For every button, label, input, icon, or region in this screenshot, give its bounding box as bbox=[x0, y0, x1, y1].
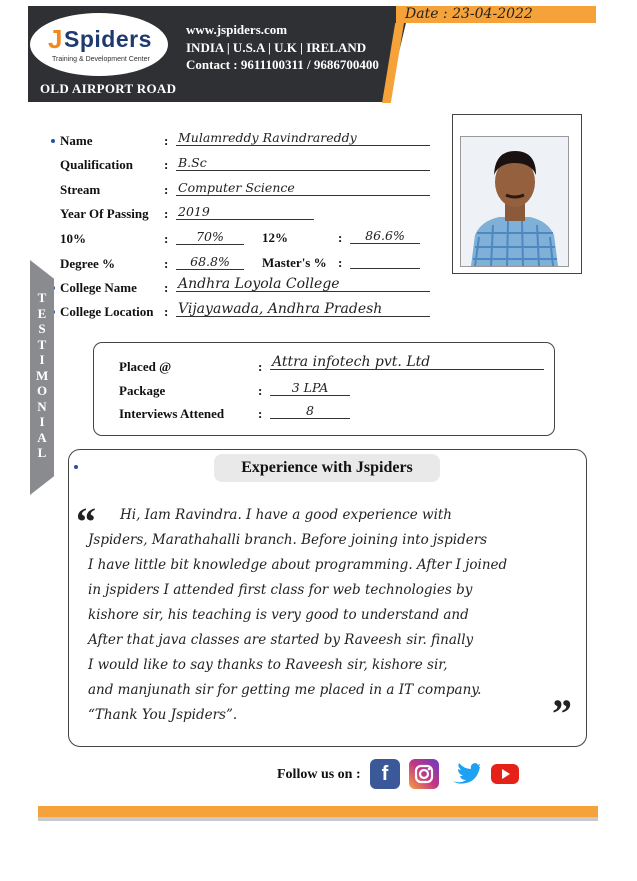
year-of-passing-value: 2019 bbox=[176, 205, 314, 220]
experience-title: Experience with Jspiders bbox=[214, 454, 440, 482]
name-label: Name bbox=[60, 133, 93, 148]
facebook-icon[interactable]: f bbox=[370, 759, 400, 789]
experience-line: Hi, Iam Ravindra. I have a good experience with bbox=[120, 507, 453, 523]
logo-j: J bbox=[48, 24, 63, 54]
youtube-icon[interactable] bbox=[490, 759, 520, 789]
colon: : bbox=[164, 256, 169, 271]
experience-line: I would like to say thanks to Raveesh sir, kishore sir, bbox=[88, 657, 448, 673]
colon: : bbox=[338, 255, 343, 270]
logo-tagline: Training & Development Center bbox=[52, 56, 150, 63]
colon: : bbox=[164, 133, 169, 148]
tenth-value: 70% bbox=[176, 230, 244, 245]
footer-grey-bar bbox=[38, 817, 598, 821]
colon: : bbox=[164, 280, 169, 295]
package-value: 3 LPA bbox=[270, 381, 350, 396]
experience-line: in jspiders I attended first class for web technologies by bbox=[88, 582, 473, 598]
colon: : bbox=[164, 206, 169, 221]
side-tab-text: TESTIMONIAL bbox=[36, 290, 49, 460]
masters-value bbox=[350, 254, 420, 269]
masters-label: Master's % bbox=[262, 255, 327, 270]
contact-text: Contact : 9611100311 / 9686700400 bbox=[186, 57, 379, 72]
tenth-label: 10% bbox=[60, 231, 86, 246]
placed-value: Attra infotech pvt. Ltd bbox=[270, 355, 544, 370]
experience-line: kishore sir, his teaching is very good to understand and bbox=[88, 607, 469, 623]
college-location-label: College Location bbox=[60, 304, 154, 319]
countries-text: INDIA | U.S.A | U.K | IRELAND bbox=[186, 40, 367, 55]
bullet-dot bbox=[74, 465, 78, 469]
stream-value: Computer Science bbox=[176, 181, 430, 196]
student-photo bbox=[460, 136, 569, 267]
colon: : bbox=[258, 359, 263, 374]
colon: : bbox=[258, 406, 263, 421]
colon: : bbox=[258, 383, 263, 398]
close-quote-mark: ” bbox=[552, 691, 572, 736]
college-location-value: Vijayawada, Andhra Pradesh bbox=[176, 302, 430, 317]
qualification-label: Qualification bbox=[60, 157, 133, 172]
colon: : bbox=[164, 304, 169, 319]
college-name-label: College Name bbox=[60, 280, 137, 295]
twelfth-value: 86.6% bbox=[350, 229, 420, 244]
interviews-value: 8 bbox=[270, 404, 350, 419]
follow-us-label: Follow us on : bbox=[277, 767, 361, 782]
footer-orange-bar bbox=[38, 806, 598, 817]
stream-label: Stream bbox=[60, 182, 101, 197]
date-field: Date : 23-04-2022 bbox=[405, 6, 533, 22]
experience-line: and manjunath sir for getting me placed in a IT company. bbox=[88, 682, 482, 698]
name-value: Mulamreddy Ravindrareddy bbox=[176, 131, 430, 146]
website-text: www.jspiders.com bbox=[186, 22, 288, 37]
colon: : bbox=[164, 182, 169, 197]
interviews-label: Interviews Attened bbox=[119, 406, 225, 421]
experience-line: I have little bit knowledge about programming. After I joined bbox=[88, 557, 508, 573]
branch-name: OLD AIRPORT ROAD bbox=[40, 81, 177, 96]
experience-line: “Thank You Jspiders”. bbox=[88, 707, 238, 723]
year-of-passing-label: Year Of Passing bbox=[60, 206, 149, 221]
open-quote-mark: “ bbox=[76, 499, 96, 544]
college-name-value: Andhra Loyola College bbox=[176, 277, 430, 292]
placed-label: Placed @ bbox=[119, 359, 172, 374]
degree-value: 68.8% bbox=[176, 255, 244, 270]
logo-name: Spiders bbox=[64, 26, 152, 52]
colon: : bbox=[164, 231, 169, 246]
instagram-icon[interactable] bbox=[409, 759, 439, 789]
package-label: Package bbox=[119, 383, 166, 398]
colon: : bbox=[164, 157, 169, 172]
testimonial-side-label bbox=[35, 290, 49, 461]
bullet-dot bbox=[51, 139, 55, 143]
colon: : bbox=[338, 230, 343, 245]
experience-line: After that java classes are started by Raveesh sir. finally bbox=[88, 632, 474, 648]
experience-box bbox=[68, 449, 587, 747]
experience-line: Jspiders, Marathahalli branch. Before joining into jspiders bbox=[88, 532, 488, 548]
qualification-value: B.Sc bbox=[176, 156, 430, 171]
twitter-icon[interactable] bbox=[450, 759, 480, 789]
degree-label: Degree % bbox=[60, 256, 115, 271]
twelfth-label: 12% bbox=[262, 230, 288, 245]
